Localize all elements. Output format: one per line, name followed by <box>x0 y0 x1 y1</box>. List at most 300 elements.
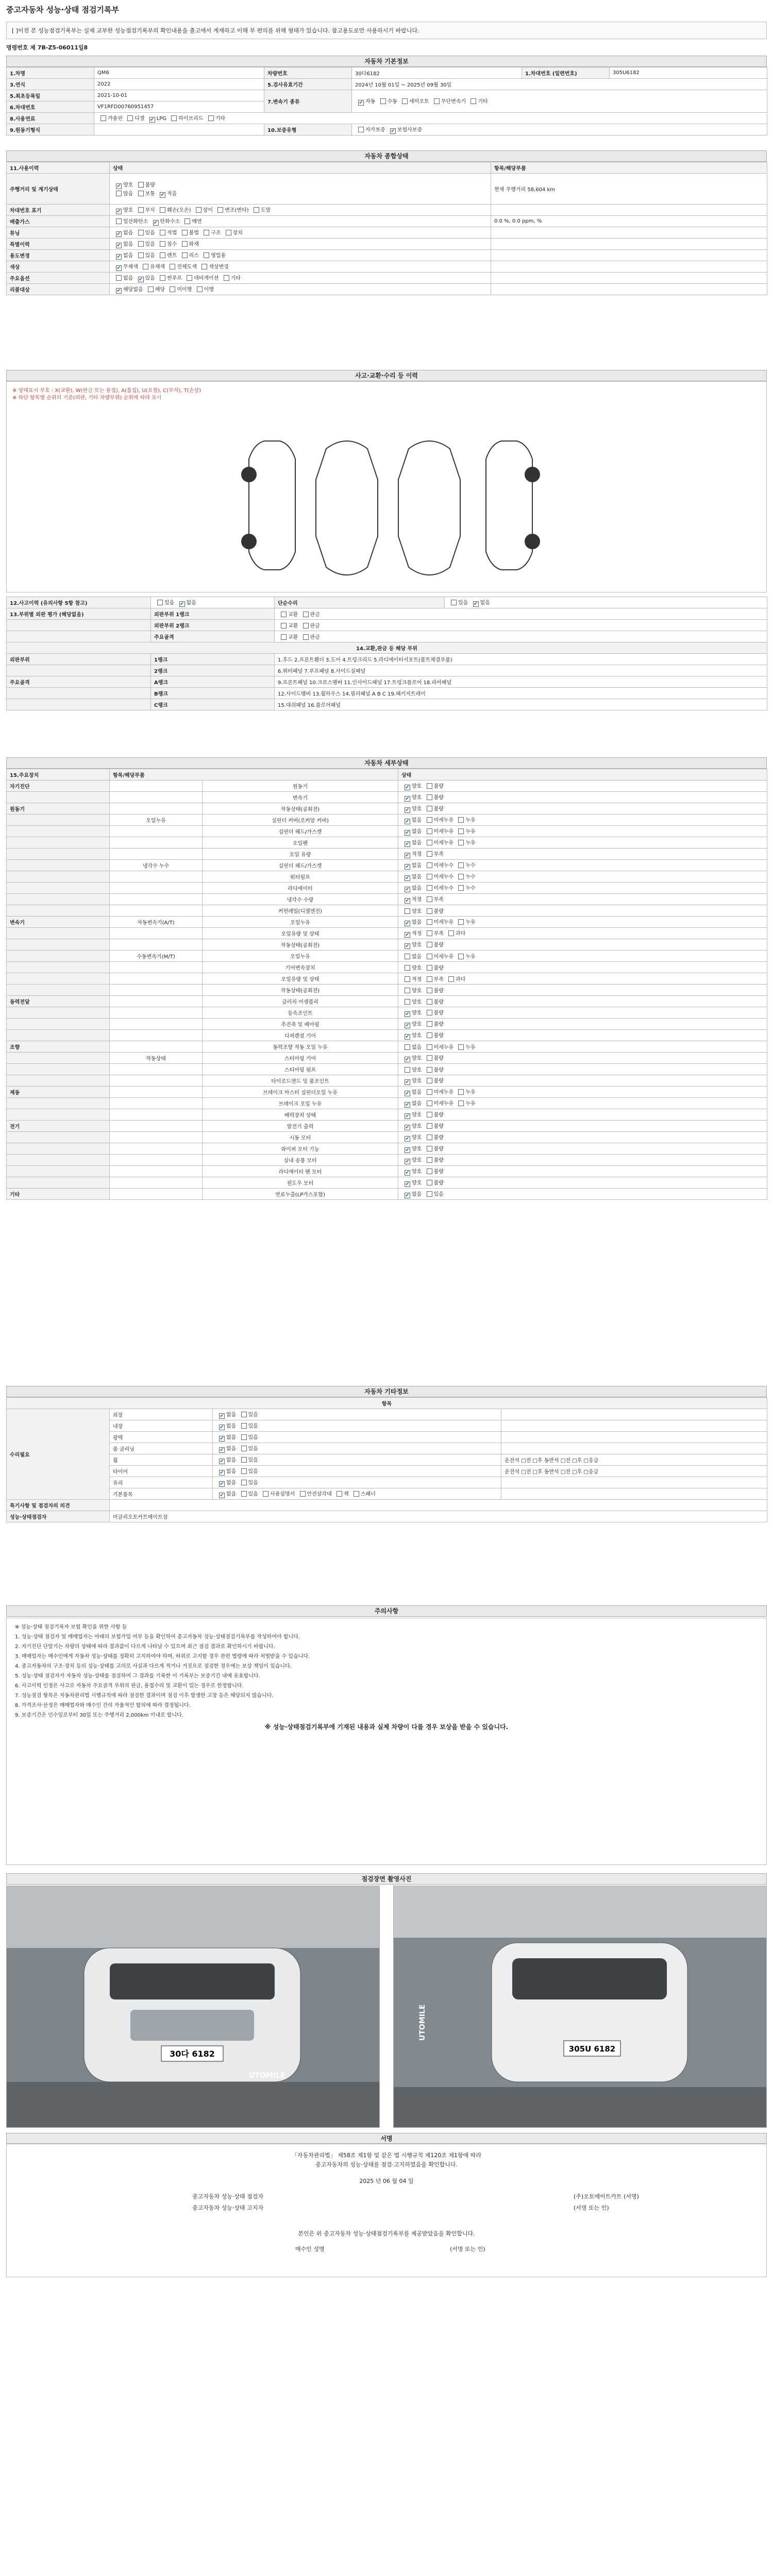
overall-row-extra <box>491 250 767 261</box>
option-label: 자동 <box>365 99 376 105</box>
other-item: 유리 <box>110 1477 213 1488</box>
overall-row-label: 용도변경 <box>7 250 110 261</box>
front-plate-text: 30다 6182 <box>170 2049 215 2059</box>
option-label: 세미오토 <box>409 99 429 105</box>
option-label: 도말 <box>260 208 271 213</box>
other-item: 내장 <box>110 1420 213 1432</box>
option-label: 전체도색 <box>177 264 197 270</box>
option-label: 가솔린 <box>108 116 123 122</box>
accident-row-sub: 외판부위 1랭크 <box>151 608 275 620</box>
checkbox-icon <box>405 988 410 993</box>
option-label: 기타 <box>215 116 226 122</box>
special-row <box>7 1500 767 1511</box>
option-label: 불량 <box>433 795 444 801</box>
option-label: 미세누유 <box>433 840 454 846</box>
sign-line-2: 중고자동차의 성능·상태를 점검·고지하였음을 확인합니다. <box>315 2161 458 2168</box>
overall-row-label: 주요옵션 <box>7 273 110 284</box>
detail-item: 디퍼렌셜 기어 <box>203 1030 398 1041</box>
option-label: 양호 <box>412 1169 422 1175</box>
accident-table <box>6 597 767 710</box>
checkbox-icon <box>458 919 464 925</box>
detail-options <box>398 781 767 792</box>
checkbox-icon <box>138 230 144 235</box>
accident-row <box>7 597 767 608</box>
checkbox-icon <box>380 98 386 104</box>
overall-row-extra <box>491 227 767 239</box>
label-car-name: 1.차명 <box>7 67 94 79</box>
checkbox-icon <box>458 817 464 823</box>
checkbox-icon <box>405 830 410 836</box>
checkbox-icon <box>196 207 201 213</box>
option-label: LPG <box>156 116 167 122</box>
option-label: 적정 <box>412 977 422 982</box>
detail-group <box>7 962 110 973</box>
checkbox-icon <box>281 634 287 640</box>
option-label: 양호 <box>412 1056 422 1061</box>
option-label: 있음 <box>248 1423 258 1429</box>
overall-row-options <box>110 205 491 216</box>
parts-row <box>7 665 767 676</box>
detail-options <box>398 905 767 917</box>
parts-row <box>7 676 767 688</box>
overall-table <box>6 162 767 295</box>
checkbox-icon <box>138 207 144 213</box>
option-label: 사용설명서 <box>270 1492 295 1497</box>
option-label: 양호 <box>412 909 422 914</box>
checkbox-icon <box>263 1491 268 1497</box>
other-row <box>7 1443 767 1454</box>
checkbox-icon <box>219 1447 225 1453</box>
other-group: 수리필요 <box>7 1409 110 1500</box>
detail-group <box>7 1019 110 1030</box>
detail-row <box>7 962 767 973</box>
checkbox-icon <box>281 623 287 629</box>
detail-item: 라디에이터 팬 모터 <box>203 1166 398 1177</box>
option-label: 없음 <box>412 829 422 835</box>
overall-row-extra <box>491 284 767 295</box>
detail-header-device: 15.주요장치 <box>7 769 110 781</box>
option-label: 있음 <box>433 1192 444 1197</box>
label-inspection-valid: 5.검사유효기간 <box>264 79 352 90</box>
notes-box <box>6 1618 767 1865</box>
detail-group <box>7 860 110 871</box>
checkbox-icon <box>241 1412 247 1417</box>
checkbox-icon <box>390 128 396 134</box>
checkbox-icon <box>204 230 209 235</box>
detail-item: 워터펌프 <box>203 871 398 883</box>
detail-sub <box>110 1064 203 1075</box>
parts-title: 14.교환,판금 등 해당 부위 <box>7 642 767 654</box>
detail-group <box>7 871 110 883</box>
wheel-fr-icon <box>525 467 540 482</box>
option-label: 없음 <box>412 1192 422 1197</box>
parts-group: 주요골격 <box>7 676 151 688</box>
other-extra <box>501 1432 767 1443</box>
detail-group <box>7 1132 110 1143</box>
option-label: 양호 <box>412 1135 422 1141</box>
car-top-view <box>316 441 378 575</box>
overall-row <box>7 227 767 239</box>
option-label: 미세누수 <box>433 863 454 869</box>
option-label: 있음 <box>458 600 468 606</box>
option-label: 침수 <box>167 242 177 247</box>
detail-group <box>7 905 110 917</box>
other-item: 외장 <box>110 1409 213 1420</box>
checkbox-icon <box>458 862 464 868</box>
detail-item: 실린더 헤드/가스켓 <box>203 826 398 837</box>
checkbox-icon <box>358 100 364 106</box>
checkbox-icon <box>405 1023 410 1028</box>
detail-group: 변속기 <box>7 917 110 928</box>
option-label: 없음 <box>123 230 133 236</box>
detail-sub <box>110 1098 203 1109</box>
option-label: 있음 <box>248 1412 258 1418</box>
detail-sub <box>110 939 203 951</box>
checkbox-icon <box>354 1491 359 1497</box>
checkbox-icon <box>127 115 133 121</box>
option-label: 없음 <box>226 1458 237 1463</box>
checkbox-icon <box>427 885 432 891</box>
option-label: 양호 <box>412 806 422 812</box>
checkbox-icon <box>470 98 476 104</box>
detail-item: 오일유량 및 상태 <box>203 973 398 985</box>
value-engine-type <box>94 124 264 135</box>
other-extra <box>501 1409 767 1420</box>
note-item: 3. 매매업자는 매수인에게 자동차 성능·상태를 정확히 고지하여야 하며, 허위로 고지할 경우 관련 법령에 따라 처벌받을 수 있습니다. <box>15 1654 310 1659</box>
detail-options <box>398 1019 767 1030</box>
checkbox-icon <box>427 919 432 925</box>
detail-item: 작동상태(공회전) <box>203 803 398 815</box>
other-item: 휠 <box>110 1454 213 1466</box>
checkbox-icon <box>427 1032 432 1038</box>
detail-row <box>7 1155 767 1166</box>
checkbox-icon <box>149 117 155 123</box>
detail-row <box>7 1087 767 1098</box>
option-label: 안전삼각대 <box>307 1492 332 1497</box>
car-bottom-view <box>398 441 460 575</box>
option-label: 교환 <box>288 612 298 618</box>
option-label: 디젤 <box>135 116 145 122</box>
option-label: 불량 <box>433 942 444 948</box>
option-label: 구조 <box>211 230 221 236</box>
car-diagram-svg <box>7 382 766 592</box>
detail-item: 와이퍼 모터 기능 <box>203 1143 398 1155</box>
detail-item: 시동 모터 <box>203 1132 398 1143</box>
section-sign: 서명 <box>6 2133 767 2144</box>
detail-item: 윈도우 모터 <box>203 1177 398 1189</box>
other-options <box>213 1432 501 1443</box>
other-row <box>7 1466 767 1477</box>
detail-options <box>398 985 767 996</box>
checkbox-icon <box>138 277 144 282</box>
checkbox-icon <box>405 898 410 904</box>
detail-options <box>398 962 767 973</box>
checkbox-icon <box>427 1089 432 1095</box>
detail-item: 브레이크 마스터 실린더오일 누유 <box>203 1087 398 1098</box>
detail-item: 오일누유 <box>203 951 398 962</box>
detail-group <box>7 826 110 837</box>
parts-group <box>7 665 151 676</box>
detail-options <box>398 1189 767 1200</box>
checkbox-icon <box>116 265 122 271</box>
option-label: 썬루프 <box>167 276 182 281</box>
option-label: 불량 <box>433 909 444 914</box>
checkbox-icon <box>402 98 408 104</box>
option-label: 양호 <box>412 1022 422 1027</box>
option-label: 없음 <box>123 253 133 259</box>
detail-options <box>398 894 767 905</box>
detail-options <box>398 826 767 837</box>
checkbox-icon <box>427 1146 432 1151</box>
value-first-reg: 2021-10-01 <box>94 90 264 101</box>
legend-line-2: ※ 하단 항목별 순위의 기준(외판, 기타 차량부위) 순위에 따라 표시 <box>12 395 162 401</box>
overall-row-label: 특별이력 <box>7 239 110 250</box>
checkbox-icon <box>405 965 410 971</box>
fuel-options <box>94 113 767 124</box>
detail-sub: 자동변속기(A/T) <box>110 917 203 928</box>
checkbox-icon <box>473 601 479 607</box>
option-label: 리스 <box>189 253 199 259</box>
detail-sub: 작동상태 <box>110 1053 203 1064</box>
note-item: 7. 성능점검 항목은 자동차관리법 시행규칙에 따라 점검한 결과이며 점검 이후 발생한 고장 등은 해당되지 않습니다. <box>15 1693 274 1699</box>
option-label: 양호 <box>412 942 422 948</box>
detail-options <box>398 837 767 849</box>
option-label: 적정 <box>412 897 422 903</box>
checkbox-icon <box>160 241 165 247</box>
parts-row <box>7 688 767 699</box>
checkbox-icon <box>427 896 432 902</box>
option-label: 부족 <box>433 977 444 982</box>
option-label: 미세누유 <box>433 1090 454 1095</box>
checkbox-icon <box>405 864 410 870</box>
detail-group <box>7 1166 110 1177</box>
detail-row <box>7 905 767 917</box>
accident-row-label-2: 단순수리 <box>275 597 445 608</box>
option-label: 양호 <box>412 1010 422 1016</box>
option-label: 미세누유 <box>433 829 454 835</box>
detail-header-state: 상태 <box>398 769 767 781</box>
detail-group: 자기진단 <box>7 781 110 792</box>
option-label: 없음 <box>226 1480 237 1486</box>
detail-row <box>7 1064 767 1075</box>
rear-plate-text: 305U 6182 <box>568 2044 616 2054</box>
detail-item: 스티어링 펌프 <box>203 1064 398 1075</box>
option-label: 없음 <box>412 886 422 891</box>
car-diagram <box>6 381 767 592</box>
option-label: 양호 <box>412 784 422 789</box>
detail-row <box>7 826 767 837</box>
detail-row <box>7 871 767 883</box>
checkbox-icon <box>405 908 410 914</box>
detail-options <box>398 917 767 928</box>
detail-sub: 냉각수 누수 <box>110 860 203 871</box>
sign-notifier-value: (서명 또는 인) <box>574 2205 609 2211</box>
option-label: 불량 <box>433 1067 444 1073</box>
detail-options <box>398 1064 767 1075</box>
performance-label: 성능·상태점검자 <box>7 1511 110 1522</box>
checkbox-icon <box>217 207 223 213</box>
option-label: 불량 <box>433 1124 444 1129</box>
detail-options <box>398 1155 767 1166</box>
other-row <box>7 1488 767 1500</box>
note-item: 9. 보증기간은 인수일로부터 30일 또는 주행거리 2,000km 이내로 합니다. <box>15 1713 183 1718</box>
checkbox-icon <box>241 1480 247 1485</box>
option-label: 있음 <box>145 242 155 247</box>
note-item: 5. 성능·상태 점검자가 자동차 성능·상태를 점검하여 그 결과를 기록한 이 기록부는 보증기간 내에 유효합니다. <box>15 1673 260 1679</box>
sign-notifier-label: 중고자동차 성능·상태 고지자 <box>192 2205 264 2211</box>
detail-group: 원동기 <box>7 803 110 815</box>
detail-group: 기타 <box>7 1189 110 1200</box>
detail-group <box>7 883 110 894</box>
checkbox-icon <box>219 1459 225 1464</box>
accident-row-sub: 주요골격 <box>151 631 275 642</box>
checkbox-icon <box>427 828 432 834</box>
detail-item: 오일팬 <box>203 837 398 849</box>
special-value <box>110 1500 767 1511</box>
detail-row <box>7 883 767 894</box>
option-label: 해당없음 <box>123 287 143 293</box>
label-vin: 6.차대번호 <box>7 101 94 113</box>
detail-sub <box>110 1166 203 1177</box>
checkbox-icon <box>241 1491 247 1497</box>
option-label: 없음 <box>226 1412 237 1418</box>
detail-item: 타이로드엔드 및 볼조인트 <box>203 1075 398 1087</box>
detail-sub <box>110 1007 203 1019</box>
detail-row <box>7 951 767 962</box>
option-label: 미세누유 <box>433 1045 454 1050</box>
checkbox-icon <box>405 1044 410 1050</box>
detail-row <box>7 1041 767 1053</box>
parts-items: 9.프론트패널 10.크로스멤버 11.인사이드패널 17.트렁크플로어 18.리어패널 <box>275 676 767 688</box>
option-label: 없음 <box>123 276 133 281</box>
detail-item: 연료누출(LP가스포함) <box>203 1189 398 1200</box>
detail-options <box>398 1075 767 1087</box>
detail-group <box>7 1155 110 1166</box>
overall-row-extra <box>491 205 767 216</box>
option-label: 있음 <box>248 1469 258 1475</box>
option-label: 적법 <box>167 230 177 236</box>
option-label: 미이행 <box>177 287 192 293</box>
option-label: 양호 <box>412 988 422 994</box>
option-label: 하이브리드 <box>178 116 204 122</box>
option-label: 누유 <box>465 1101 476 1107</box>
checkbox-icon <box>405 976 410 982</box>
detail-group <box>7 1007 110 1019</box>
checkbox-icon <box>219 1425 225 1430</box>
other-extra <box>501 1488 767 1500</box>
other-row <box>7 1409 767 1420</box>
parts-rank: B랭크 <box>151 688 275 699</box>
checkbox-icon <box>405 1091 410 1096</box>
checkbox-icon <box>405 887 410 892</box>
detail-options <box>398 1053 767 1064</box>
overall-row <box>7 250 767 261</box>
checkbox-icon <box>116 243 122 248</box>
option-label: 있음 <box>145 230 155 236</box>
notes-warning: ※ 성능·상태점검기록부에 기재된 내용과 실제 차량이 다를 경우 보상을 받을 수 있습니다. <box>264 1723 509 1731</box>
detail-sub <box>110 837 203 849</box>
detail-sub: 수동변속기(M/T) <box>110 951 203 962</box>
checkbox-icon <box>451 600 457 605</box>
photo-rear <box>393 1886 767 2128</box>
option-label: 부족 <box>433 897 444 903</box>
checkbox-icon <box>405 875 410 881</box>
checkbox-icon <box>427 988 432 993</box>
detail-options <box>398 1143 767 1155</box>
checkbox-icon <box>405 785 410 790</box>
detail-sub: 오일누유 <box>110 815 203 826</box>
detail-item: 오일누유 <box>203 917 398 928</box>
detail-row <box>7 1132 767 1143</box>
checkbox-icon <box>405 1159 410 1164</box>
option-label: 양호 <box>412 1180 422 1186</box>
option-label: 누수 <box>465 874 476 880</box>
accident-row <box>7 620 767 631</box>
option-label: 없음 <box>412 1045 422 1050</box>
option-label: 누유 <box>465 818 476 823</box>
checkbox-icon <box>405 1125 410 1130</box>
detail-item: 원동기 <box>203 781 398 792</box>
checkbox-icon <box>405 796 410 802</box>
basic-info-table <box>6 67 767 135</box>
option-label: 탄화수소 <box>160 219 180 225</box>
option-label: 없음 <box>412 863 422 869</box>
option-label: 미세누유 <box>433 818 454 823</box>
parts-row <box>7 654 767 665</box>
detail-row <box>7 1177 767 1189</box>
option-label: 자가보증 <box>365 127 385 133</box>
checkbox-icon <box>427 1157 432 1163</box>
detail-options <box>398 1098 767 1109</box>
checkbox-icon <box>358 127 364 132</box>
overall-row-options <box>110 261 491 273</box>
detail-group <box>7 1109 110 1121</box>
detail-row <box>7 1019 767 1030</box>
parts-group: 외판부위 <box>7 654 151 665</box>
section-accident: 사고·교환·수리 등 이력 <box>6 370 767 381</box>
value-car-name: QM6 <box>94 67 264 79</box>
label-first-reg: 5.최초등록일 <box>7 90 94 101</box>
parts-items: 15.대쉬패널 16.플로어패널 <box>275 699 767 710</box>
overall-row-options <box>110 284 491 295</box>
overall-header-state: 상태 <box>110 162 491 174</box>
checkbox-icon <box>405 1067 410 1073</box>
checkbox-icon <box>226 230 231 235</box>
option-label: 무단변속기 <box>441 99 466 105</box>
special-label: 특기사항 및 점검자의 의견 <box>7 1500 110 1511</box>
overall-row-options <box>110 273 491 284</box>
option-label: 미세누유 <box>433 954 454 960</box>
option-label: 불량 <box>433 1056 444 1061</box>
detail-sub <box>110 883 203 894</box>
checkbox-icon <box>405 1136 410 1142</box>
detail-row <box>7 837 767 849</box>
option-label: 영업용 <box>211 253 226 259</box>
checkbox-icon <box>219 1470 225 1476</box>
other-item: 룸 클리닝 <box>110 1443 213 1454</box>
detail-group <box>7 1098 110 1109</box>
option-label: 부족 <box>433 852 444 857</box>
checkbox-icon <box>219 1413 225 1419</box>
warranty-options <box>352 124 767 135</box>
detail-group <box>7 1075 110 1087</box>
overall-row-label: 차대번호 표기 <box>7 205 110 216</box>
detail-group: 조향 <box>7 1041 110 1053</box>
other-item: 광택 <box>110 1432 213 1443</box>
photo-rear-svg <box>394 1886 767 2128</box>
option-label: 불량 <box>433 1180 444 1186</box>
checkbox-icon <box>427 942 432 947</box>
